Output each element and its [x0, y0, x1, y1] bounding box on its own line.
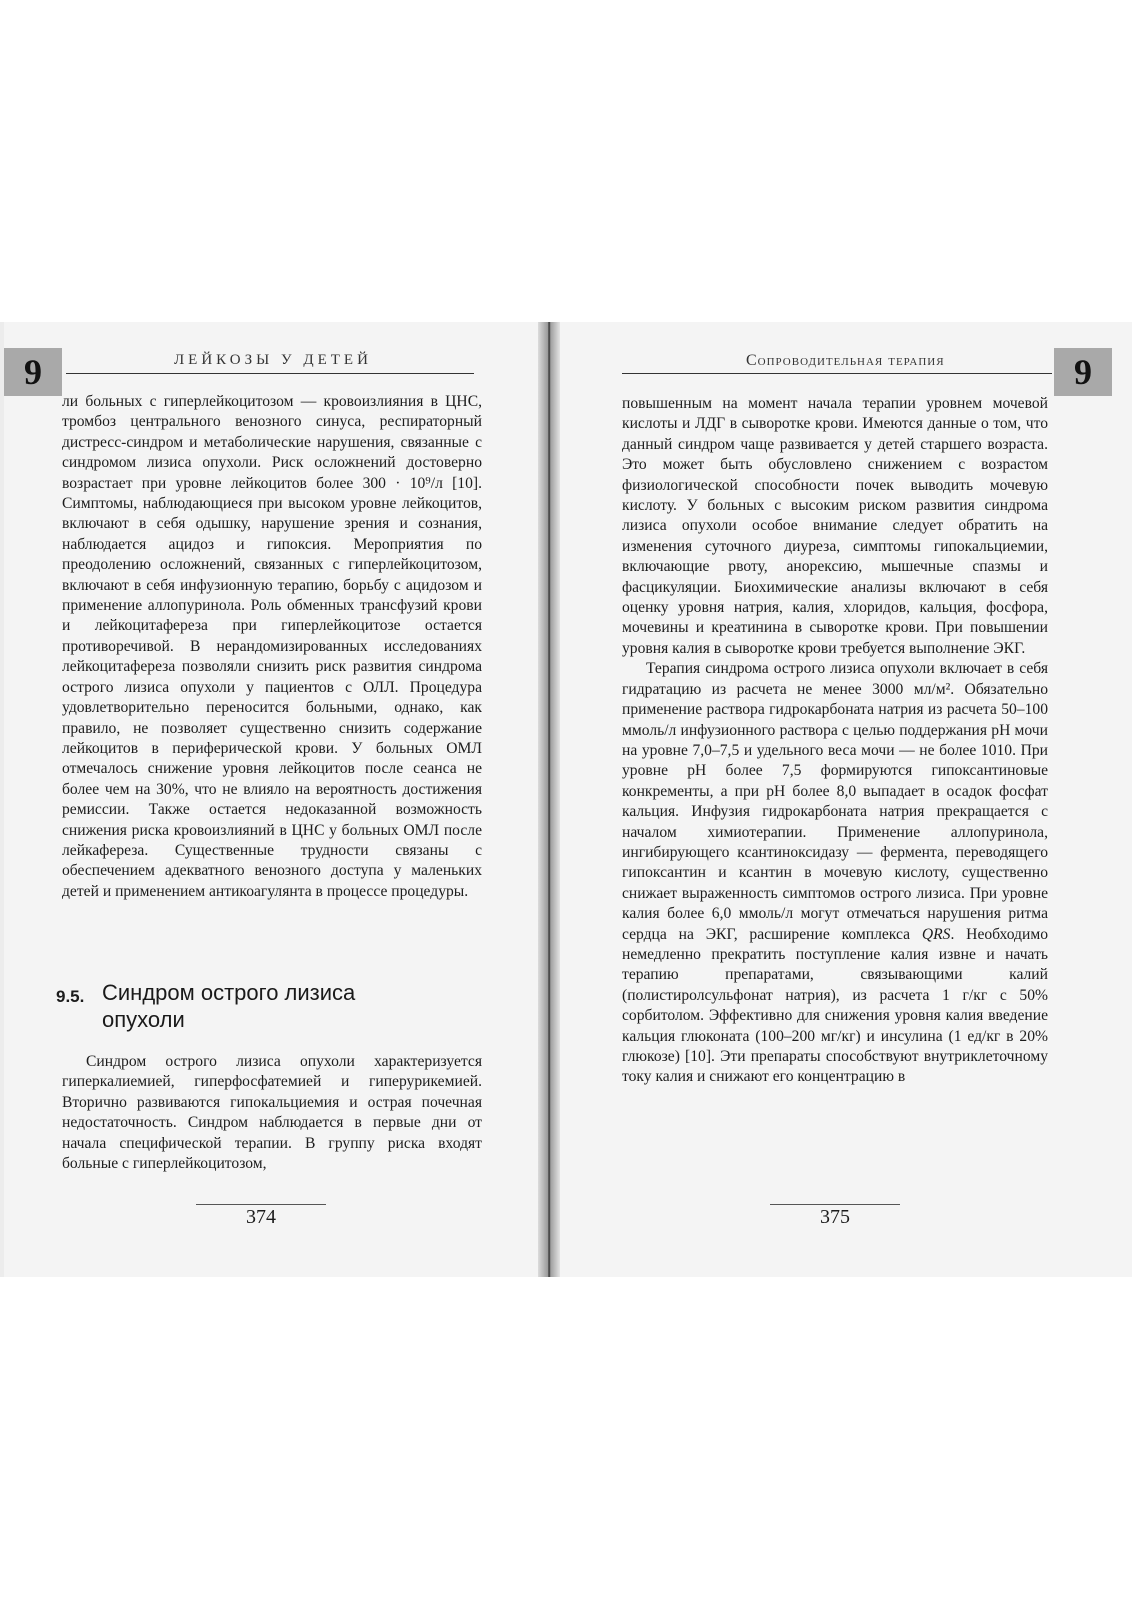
paragraph-part: Терапия синдрома острого лизиса опухоли включает в себя гидратацию из расчета не менее 3000 мл/м². Обязательно применение раствора гидрокарбоната натрия из расчета 50–100 ммоль/л инфузионного раствора с целью поддержания рН мочи на уровне 7,0–7,5 и удельного веса мочи — не более 1010. При уровне рН более 7,5 формируются гипоксантиновые конкременты, а при рН более 8,0 выпадает в осадок фосфат кальция. Инфузия гидрокарбоната натрия прекращается с началом химиотерапии. Применение аллопуринола, ингибирующего ксантиноксидазу — фермента, переводящего гипоксантин и ксантин в мочевую кислоту, существенно снижает выраженность симптомов острого лизиса. При уровне калия более 6,0 ммоль/л могут отмечаться нарушения ритма сердца на ЭКГ, расширение комплекса — [622, 660, 1048, 943]
paragraph: ли больных с гиперлейкоцитозом — кровоизлияния в ЦНС, тромбоз центрального венозного синуса, респираторный дистресс-синдром и метаболические нарушения, связанные с синдромом лизиса опухоли. Риск осложнений достоверно возрастает при уровне лейкоцитов более 300 · 10⁹/л [10]. Симптомы, наблюдающиеся при высоком уровне лейкоцитов, включают в себя одышку, нарушение зрения и сознания, наблюдается ацидоз и гипоксия. Мероприятия по преодолению осложнений, связанных с гиперлейкоцитозом, включают в себя инфузионную терапию, борьбу с ацидозом и применение аллопуринола. Роль обменных трансфузий крови и лейкоцитафереза при гиперлейкоцитозе остается противоречивой. В нерандомизированных исследованиях лейкоцитафереза позволяли снизить риск развития синдрома острого лизиса опухоли у пациентов с ОЛЛ. Процедура удовлетворительно переносится больными, однако, как правило, не позволяет существенно снизить содержание лейкоцитов в периферической крови. У больных ОМЛ отмечалось снижение уровня лейкоцитов после сеанса не более чем на 30%, что не влияло на вероятность достижения ремиссии. Также остается недоказанной возможность снижения риска кровоизлияний в ЦНС у больных ОМЛ после лейкафереза. Существенные трудности связаны с обеспечением адекватного венозного доступа у маленьких детей и применением антикоагулянта в процессе процедуры. — [62, 393, 482, 900]
paragraph: повышенным на момент начала терапии уровнем мочевой кислоты и ЛДГ в сыворотке крови. Имеются данные о том, что данный синдром чаще развивается у детей старшего возраста. Это может быть обусловлено снижением с возрастом физиологической способности почек выводить мочевую кислоту. У больных с высоким риском развития синдрома лизиса опухоли особое внимание следует обратить на изменения суточного диуреза, симптомы гипокальциемии, включающие рвоту, анорексию, мышечные спазмы и фасцикуляции. Биохимические анализы включают в себя оценку уровня натрия, калия, хлоридов, кальция, фосфора, мочевины и креатинина в сыворотке крови. При повышении уровня калия в сыворотке крови требуется выполнение ЭКГ. — [622, 395, 1048, 657]
body-text-left-top — [62, 392, 482, 902]
book-spread — [0, 322, 1132, 1277]
chapter-tab-left: 9 — [4, 348, 62, 396]
book-gutter — [538, 322, 560, 1277]
body-text-right — [622, 394, 1048, 1088]
paragraph: Синдром острого лизиса опухоли характеризуется гиперкалиемией, гиперфосфатемией и гиперурикемией. Вторично развиваются гипокальциемия и острая почечная недостаточность. Синдром наблюдается в первые дни от начала специфической терапии. В группу риска входят больные с гиперлейкоцитозом, — [62, 1053, 482, 1173]
running-head-left: ЛЕЙКОЗЫ У ДЕТЕЙ — [174, 352, 372, 368]
header-rule-left — [66, 373, 474, 374]
page-number-left: 374 — [246, 1206, 276, 1228]
body-text-left-bottom — [62, 1052, 482, 1174]
folio-rule-left — [196, 1204, 326, 1205]
right-page — [556, 322, 1132, 1277]
qrs-term: QRS — [921, 925, 951, 943]
running-head-right: Сопроводительная терапия — [746, 352, 945, 369]
section-title: Синдром острого лизиса опухоли — [102, 980, 356, 1032]
page-number-right: 375 — [820, 1206, 850, 1228]
paragraph — [622, 659, 1048, 1088]
header-rule-right — [622, 373, 1052, 374]
left-page — [4, 322, 544, 1277]
paragraph-part: . Необходимо немедленно прекратить поступление калия извне и начать терапию препаратами, связывающими калий (полистиролсульфонат натрия), из расчета 1 г/кг с 50% сорбитолом. Эффективно для снижения уровня калия введение кальция глюконата (100–200 мг/кг) и инсулина (1 ед/кг в 20% глюкозе) [10]. Эти препараты способствуют внутриклеточному току калия и снижают его концентрацию в — [622, 925, 1048, 1086]
folio-rule-right — [770, 1204, 900, 1205]
section-number: 9.5. — [56, 987, 85, 1006]
chapter-tab-right: 9 — [1054, 348, 1112, 396]
